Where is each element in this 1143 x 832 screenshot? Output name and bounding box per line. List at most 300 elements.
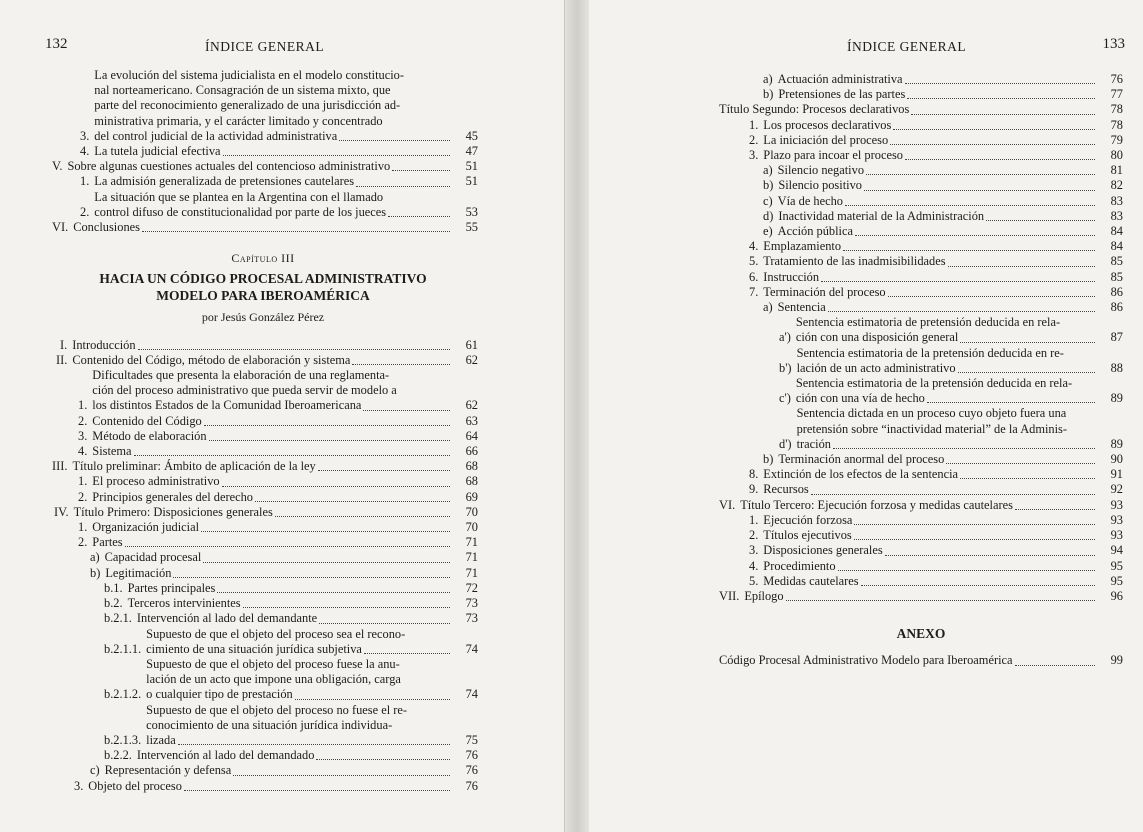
toc-entry-number: 3. [80,128,90,143]
dot-leader [222,474,450,486]
toc-entry-text: Capacidad procesal [105,550,452,565]
toc-entry-page: 69 [465,489,478,504]
toc-entry-number: b) [763,178,774,193]
toc-entry [48,566,478,581]
toc-entry [48,763,478,778]
toc-entry-page: 55 [465,220,478,235]
toc-entry [48,490,478,505]
toc-entry-number: b.1. [104,580,123,595]
toc-entry-text: parte del reconocimiento generalizado de una jurisdicción ad- [94,98,401,113]
toc-entry-page: 74 [465,641,478,656]
toc-entry-page: 45 [465,128,478,143]
toc-entry-page: 71 [465,550,478,565]
toc-entry-text: cimiento de una situación jurídica subjetiva [146,642,452,657]
toc-entry-text: Recursos [763,482,1097,497]
dot-leader [134,444,450,456]
toc-entry [719,346,1123,376]
toc-entry-text: Tratamiento de las inadmisibilidades [763,254,1097,269]
toc-entry-page: 71 [465,535,478,550]
dot-leader [843,239,1095,251]
toc-list-main [48,338,478,794]
toc-entry [48,474,478,489]
toc-entry-text: Medidas cautelares [763,574,1097,589]
toc-entry-text: ción del proceso administrativo que pueda servir de modelo a [92,383,397,398]
dot-leader [911,102,1095,114]
toc-entry-text: Sentencia estimatoria de pretensión deducida en rela- [795,315,1061,330]
toc-list [719,72,1123,604]
toc-right [719,72,1123,669]
dot-leader [138,338,450,350]
toc-entry-page: 92 [1110,482,1123,497]
toc-entry-text: Acción pública [778,224,1097,239]
toc-entry [48,459,478,474]
toc-entry-text: Plazo para incoar el proceso [763,148,1097,163]
toc-entry [48,581,478,596]
toc-entry-number: b.2.1.3. [104,732,142,747]
toc-entry [48,144,478,159]
toc-entry [719,133,1123,148]
toc-entry [719,72,1123,87]
toc-entry [719,87,1123,102]
toc-entry-number: 4. [78,444,88,459]
toc-entry-text: Supuesto de que el objeto del proceso fuese la anu- [146,656,400,671]
toc-entry-page: 88 [1110,360,1123,375]
toc-entry [719,300,1123,315]
toc-entry [719,513,1123,528]
toc-entry-text: del control judicial de la actividad administrativa [94,129,452,144]
toc-entry-number: I. [60,337,68,352]
toc-entry-page: 89 [1110,436,1123,451]
toc-entry-number: b.2.1.1. [104,641,142,656]
toc-entry-page: 76 [465,763,478,778]
toc-entry-text: Disposiciones generales [763,543,1097,558]
toc-entry [48,703,478,749]
dot-leader [905,148,1095,160]
toc-entry [48,596,478,611]
toc-entry-text: Procedimiento [763,559,1097,574]
toc-entry-page: 62 [465,398,478,413]
toc-entry-page: 87 [1110,330,1123,345]
toc-entry-text: ministrativa primaria, y el carácter limitado y concentrado [94,113,383,128]
toc-entry-text: Terminación anormal del proceso [778,452,1097,467]
toc-entry-page: 99 [1110,653,1123,668]
toc-entry-text: Representación y defensa [105,763,452,778]
toc-entry-text: Título Primero: Disposiciones generales [74,505,452,520]
toc-entry [48,174,478,189]
toc-entry-page: 91 [1110,467,1123,482]
running-head: ÍNDICE GENERAL [205,39,325,54]
toc-entry-page: 66 [465,444,478,459]
toc-entry-number: III. [52,459,68,474]
dot-leader [960,330,1095,342]
toc-entry-page: 84 [1110,224,1123,239]
dot-leader [855,224,1095,236]
toc-entry [719,254,1123,269]
toc-entry-number: VII. [719,588,740,603]
toc-entry-number: 1. [78,398,88,413]
toc-entry-number: II. [56,352,68,367]
toc-entry-text: Instrucción [763,270,1097,285]
toc-entry-text: Título Tercero: Ejecución forzosa y medidas cautelares [740,498,1097,513]
toc-entry-text: Epílogo [744,589,1097,604]
dot-leader [864,178,1095,190]
dot-leader [316,748,450,760]
toc-entry [48,505,478,520]
dot-leader [946,452,1095,464]
toc-entry-page: 61 [465,337,478,352]
toc-entry-page: 95 [1110,558,1123,573]
toc-entry [719,285,1123,300]
dot-leader [364,642,450,654]
dot-leader [352,353,450,365]
toc-entry-page: 81 [1110,163,1123,178]
toc-entry [719,528,1123,543]
toc-entry-text: Objeto del proceso [88,779,452,794]
dot-leader [927,391,1095,403]
toc-entry [48,414,478,429]
toc-entry-text: ción con una disposición general [796,330,1097,345]
page-number: 133 [1102,36,1125,52]
toc-entry-text: Partes [92,535,452,550]
toc-entry-text: Intervención al lado del demandado [137,748,452,763]
toc-entry [719,376,1123,406]
toc-entry-text: Sentencia estimatoria de la pretensión deducida en rela- [795,376,1073,391]
toc-entry-page: 78 [1110,117,1123,132]
toc-entry-number: 2. [749,528,759,543]
dot-leader [184,779,450,791]
toc-entry-text: Supuesto de que el objeto del proceso no fuese el re- [146,702,407,717]
dot-leader [318,459,450,471]
toc-entry-text: Contenido del Código [92,414,452,429]
toc-entry-number: 9. [749,482,759,497]
toc-entry-page: 62 [465,352,478,367]
chapter-title-line-1: HACIA UN CÓDIGO PROCESAL ADMINISTRATIVO [99,271,427,287]
toc-entry [719,315,1123,345]
dot-leader [388,205,450,217]
dot-leader [907,87,1095,99]
dot-leader [339,129,450,141]
toc-entry-number: 1. [78,520,88,535]
toc-left [48,68,478,794]
toc-entry-number: 5. [749,254,759,269]
toc-entry-text: Actuación administrativa [778,72,1097,87]
toc-entry-number: e) [763,224,773,239]
toc-entry [48,68,478,144]
toc-entry-text: El proceso administrativo [92,474,452,489]
dot-leader [986,209,1095,221]
toc-entry-number: 7. [749,284,759,299]
dot-leader [821,270,1095,282]
toc-entry-number: b') [779,360,792,375]
toc-entry-text: Título preliminar: Ámbito de aplicación de la ley [72,459,452,474]
toc-entry-page: 64 [465,428,478,443]
toc-entry-text: La admisión generalizada de pretensiones cautelares [94,174,452,189]
chapter-title [48,270,478,304]
toc-entry-page: 71 [465,565,478,580]
toc-entry [719,270,1123,285]
toc-entry-number: c') [779,391,791,406]
toc-entry-page: 94 [1110,543,1123,558]
toc-entry-text: Sobre algunas cuestiones actuales del contencioso administrativo [67,159,452,174]
dot-leader [255,490,450,502]
toc-entry-number: 3. [749,148,759,163]
toc-entry [48,444,478,459]
toc-entry-text: Conclusiones [73,220,452,235]
anexo-heading: ANEXO [896,626,946,642]
toc-entry [719,102,1123,117]
toc-entry-number: b.2. [104,596,123,611]
toc-entry [719,148,1123,163]
toc-entry-text: Código Procesal Administrativo Modelo para Iberoamérica [719,653,1097,668]
dot-leader [173,566,450,578]
toc-entry [48,353,478,368]
toc-entry-number: d) [763,208,774,223]
toc-entry-text: Los procesos declarativos [763,118,1097,133]
toc-entry-number: 1. [78,474,88,489]
toc-entry [719,406,1123,452]
toc-entry [48,657,478,703]
toc-entry-text: Intervención al lado del demandante [137,611,452,626]
dot-leader [1015,653,1095,665]
toc-entry [719,482,1123,497]
dot-leader [217,581,450,593]
toc-entry-number: 4. [80,144,90,159]
toc-entry-page: 86 [1110,300,1123,315]
dot-leader [866,163,1095,175]
toc-entry-text: Contenido del Código, método de elaboración y sistema [72,353,452,368]
dot-leader [828,300,1095,312]
toc-entry [719,194,1123,209]
toc-entry-page: 78 [1110,102,1123,117]
toc-entry [719,239,1123,254]
chapter-title-line-2: MODELO PARA IBEROAMÉRICA [156,288,370,304]
toc-entry [48,535,478,550]
toc-entry-text: La evolución del sistema judicialista en el modelo constitucio- [94,68,404,82]
toc-entry [48,748,478,763]
dot-leader [203,550,450,562]
toc-entry-text: Introducción [72,338,452,353]
toc-entry-page: 51 [465,174,478,189]
toc-entry-number: 6. [749,269,759,284]
dot-leader [888,285,1095,297]
page-number: 132 [45,36,68,52]
dot-leader [1015,498,1095,510]
dot-leader [905,72,1095,84]
toc-entry [719,163,1123,178]
toc-entry-text: nal norteamericano. Consagración de un sistema mixto, que [94,83,391,98]
toc-entry-text: Sistema [92,444,452,459]
right-page [589,0,1143,832]
toc-entry-page: 83 [1110,193,1123,208]
toc-entry-number: a) [763,163,773,178]
toc-entry [48,627,478,657]
toc-entry-page: 73 [465,596,478,611]
toc-entry [48,220,478,235]
toc-entry-number: 4. [749,558,759,573]
toc-entry-page: 85 [1110,254,1123,269]
toc-entry-page: 76 [1110,72,1123,86]
toc-entry-text: Emplazamiento [763,239,1097,254]
toc-entry-number: b) [90,565,101,580]
toc-entry [719,589,1123,604]
toc-entry-text: Partes principales [128,581,452,596]
toc-entry-text: ción con una vía de hecho [796,391,1097,406]
toc-entry-text: Organización judicial [92,520,452,535]
dot-leader [854,513,1095,525]
toc-entry-number: 2. [749,132,759,147]
toc-entry-page: 70 [465,520,478,535]
dot-leader [209,429,450,441]
toc-entry-text: Supuesto de que el objeto del proceso sea el recono- [146,626,406,641]
toc-entry-page: 86 [1110,284,1123,299]
toc-entry-number: a') [779,330,791,345]
toc-entry-number: V. [52,159,63,174]
toc-entry-page: 83 [1110,208,1123,223]
toc-entry [48,429,478,444]
toc-entry-text: La tutela judicial efectiva [94,144,452,159]
toc-entry [719,574,1123,589]
toc-entry-page: 74 [465,687,478,702]
toc-entry-text: Sentencia dictada en un proceso cuyo objeto fuera una [796,406,1067,421]
toc-entry-number: 2. [80,204,90,219]
toc-entry-text: Extinción de los efectos de la sentencia [763,467,1097,482]
toc-entry [48,611,478,626]
left-page [0,0,565,832]
chapter-author: por Jesús González Pérez [201,310,325,325]
toc-entry-text: Método de elaboración [92,429,452,444]
toc-entry [48,159,478,174]
toc-entry-text: lación de un acto que impone una obligación, carga [146,672,401,687]
toc-entry [48,779,478,794]
toc-entry-text: Inactividad material de la Administración [778,209,1097,224]
chapter-label: Capítulo III [231,251,295,266]
toc-entry-page: 95 [1110,573,1123,588]
toc-entry-page: 75 [465,732,478,747]
toc-entry-text: La iniciación del proceso [763,133,1097,148]
toc-entry-text: Silencio negativo [778,163,1097,178]
toc-entry [719,209,1123,224]
dot-leader [223,144,450,156]
toc-entry [719,467,1123,482]
toc-entry-text: Sentencia estimatoria de la pretensión deducida en re- [796,345,1064,360]
toc-entry-text: Legitimación [105,566,452,581]
toc-entry-page: 68 [465,474,478,489]
toc-entry-page: 93 [1110,512,1123,527]
toc-entry-number: IV. [54,504,69,519]
toc-entry [48,368,478,414]
toc-entry-page: 72 [465,580,478,595]
toc-entry [48,338,478,353]
toc-entry-page: 77 [1110,87,1123,102]
toc-entry-page: 79 [1110,132,1123,147]
toc-entry [48,520,478,535]
toc-entry-number: 2. [78,535,88,550]
toc-entry-page: 85 [1110,269,1123,284]
toc-entry-number: VI. [52,220,69,235]
toc-entry-number: 1. [749,512,759,527]
toc-entry [48,550,478,565]
dot-leader [833,437,1095,449]
anexo-list [719,653,1123,668]
dot-leader [392,159,450,171]
toc-entry-text: Silencio positivo [778,178,1097,193]
toc-entry [719,498,1123,513]
toc-entry-number: 2. [78,489,88,504]
dot-leader [243,596,450,608]
toc-entry-number: b.2.2. [104,748,132,763]
dot-leader [893,118,1095,130]
toc-entry-page: 70 [465,504,478,519]
toc-entry-number: a) [90,550,100,565]
toc-entry-text: Dificultades que presenta la elaboración de una reglamenta- [92,368,390,383]
toc-entry-page: 89 [1110,391,1123,406]
dot-leader [948,254,1095,266]
toc-entry-text: Títulos ejecutivos [763,528,1097,543]
toc-entry-text: tración [797,437,1097,452]
toc-entry-number: c) [90,763,100,778]
dot-leader [204,414,450,426]
toc-list-top [48,68,478,235]
toc-entry-page: 80 [1110,148,1123,163]
dot-leader [356,174,450,186]
toc-entry-text: pretensión sobre “inactividad material” de la Adminis- [796,421,1068,436]
toc-entry-text: lación de un acto administrativo [797,361,1097,376]
dot-leader [845,194,1095,206]
dot-leader [958,361,1095,373]
toc-entry-text: control difuso de constitucionalidad por parte de los jueces [94,205,452,220]
dot-leader [890,133,1095,145]
toc-entry [719,653,1123,668]
toc-entry-page: 76 [465,778,478,793]
dot-leader [275,505,450,517]
running-head: ÍNDICE GENERAL [847,39,967,54]
toc-entry-number: 4. [749,239,759,254]
toc-entry [719,543,1123,558]
toc-entry [719,178,1123,193]
dot-leader [178,733,450,745]
dot-leader [854,528,1095,540]
dot-leader [233,763,450,775]
dot-leader [838,559,1095,571]
toc-entry-page: 51 [465,159,478,174]
toc-entry-number: 3. [74,778,84,793]
book-gutter [565,0,589,832]
toc-entry-number: 1. [80,174,90,189]
dot-leader [319,611,450,623]
toc-entry-number: 8. [749,467,759,482]
toc-entry-text: Principios generales del derecho [92,490,452,505]
toc-entry-number: 2. [78,413,88,428]
dot-leader [363,398,450,410]
dot-leader [201,520,450,532]
toc-entry-text: o cualquier tipo de prestación [146,687,452,702]
toc-entry-number: 3. [78,428,88,443]
toc-entry-number: b.2.1.2. [104,687,142,702]
toc-entry [719,118,1123,133]
toc-entry-number: VI. [719,497,736,512]
toc-entry-text: Sentencia [778,300,1097,315]
toc-entry-number: b) [763,87,774,102]
dot-leader [125,535,450,547]
toc-entry [719,224,1123,239]
toc-entry [719,452,1123,467]
toc-entry-text: lizada [146,733,452,748]
toc-entry-text: Vía de hecho [778,194,1097,209]
toc-entry-page: 76 [465,748,478,763]
dot-leader [142,220,450,232]
toc-entry-page: 53 [465,204,478,219]
toc-entry-text: La situación que se plantea en la Argentina con el llamado [94,189,384,204]
